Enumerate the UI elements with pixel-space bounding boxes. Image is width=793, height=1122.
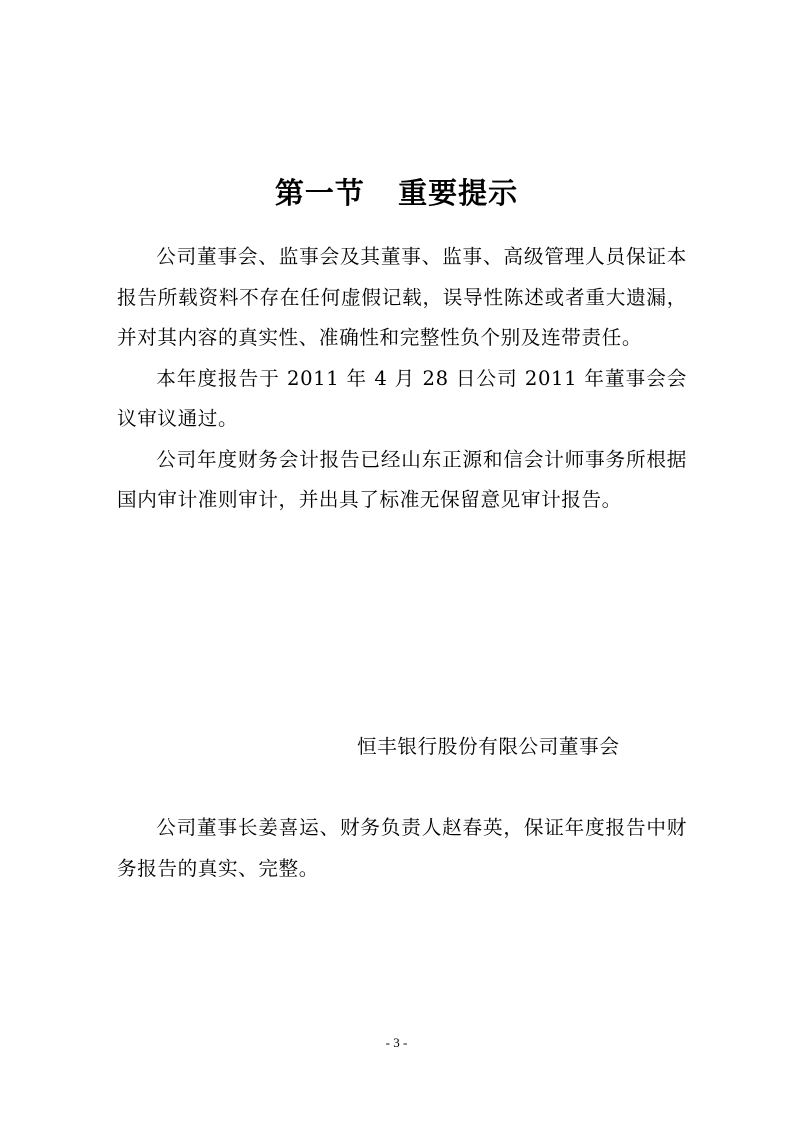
approval-paragraph: 本年度报告于 2011 年 4 月 28 日公司 2011 年董事会会议审议通过。 (117, 366, 687, 430)
audit-paragraph: 公司年度财务会计报告已经山东正源和信会计师事务所根据国内审计准则审计，并出具了标准无保留意见审计报告。 (117, 447, 687, 511)
board-signature: 恒丰银行股份有限公司董事会 (357, 735, 620, 758)
chairman-statement-paragraph: 公司董事长姜喜运、财务负责人赵春英，保证年度报告中财务报告的真实、完整。 (117, 816, 687, 880)
page-number: - 3 - (385, 1035, 408, 1050)
chairman-statement-block (117, 808, 687, 889)
responsibility-paragraph: 公司董事会、监事会及其董事、监事、高级管理人员保证本报告所载资料不存在任何虚假记载，误导性陈述或者重大遗漏，并对其内容的真实性、准确性和完整性负个别及连带责任。 (117, 245, 687, 349)
important-notice-body (117, 237, 687, 521)
section-title: 第一节 重要提示 (274, 176, 519, 211)
